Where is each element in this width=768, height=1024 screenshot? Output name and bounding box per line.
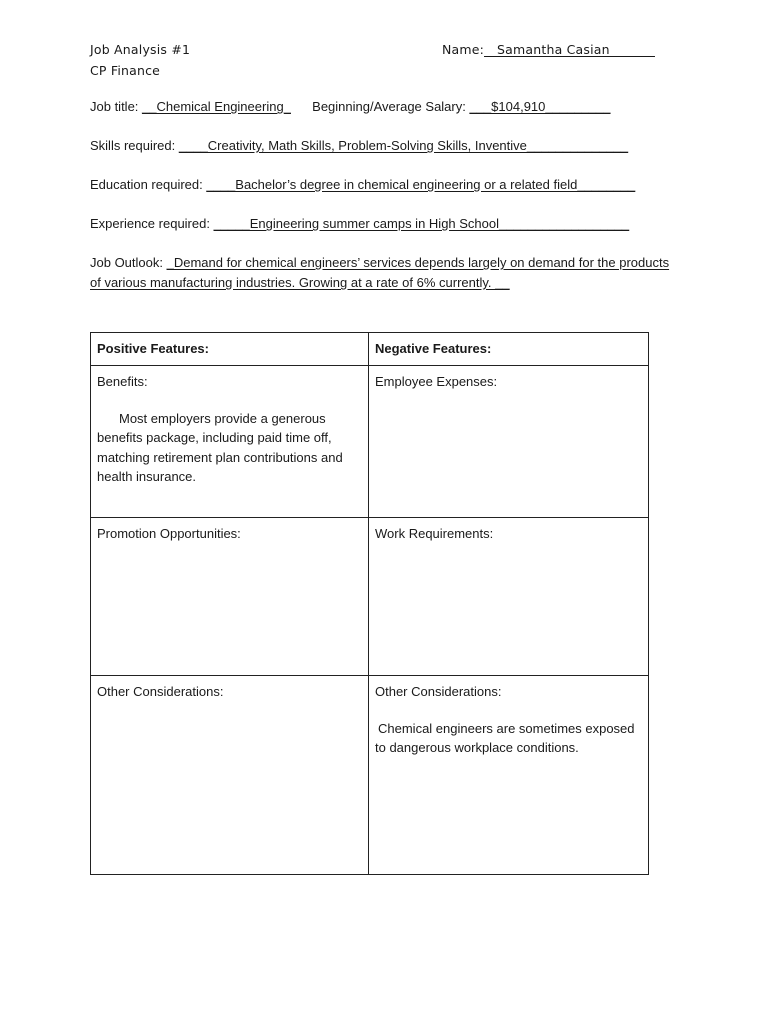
features-table bbox=[90, 332, 649, 875]
job-title-line bbox=[90, 98, 610, 116]
negative-other-considerations-title: Other Considerations: bbox=[375, 684, 502, 699]
education-label: Education required: bbox=[90, 177, 207, 192]
education-line bbox=[90, 176, 635, 194]
work-requirements-cell bbox=[369, 518, 649, 676]
outlook-label: Job Outlook: bbox=[90, 255, 167, 270]
skills-line bbox=[90, 137, 628, 155]
salary-label: Beginning/Average Salary: bbox=[312, 99, 470, 114]
name-value: __Samantha Casian_______ bbox=[484, 42, 655, 57]
experience-line bbox=[90, 215, 629, 233]
positive-features-header: Positive Features: bbox=[91, 333, 369, 366]
outlook-value: _Demand for chemical engineers’ services depends largely on demand for the products of various manufacturing industries. Growing at a rate of 6% currently. __ bbox=[90, 255, 670, 290]
skills-label: Skills required: bbox=[90, 138, 179, 153]
benefits-title: Benefits: bbox=[97, 374, 148, 389]
employee-expenses-cell bbox=[369, 366, 649, 518]
education-value: ____Bachelor’s degree in chemical engineering or a related field________ bbox=[206, 177, 636, 192]
document-header bbox=[90, 39, 190, 81]
job-outlook bbox=[90, 253, 670, 293]
negative-other-considerations-body: Chemical engineers are sometimes exposed to dangerous workplace conditions. bbox=[375, 720, 635, 755]
skills-value: ____Creativity, Math Skills, Problem-Solving Skills, Inventive______________ bbox=[178, 138, 629, 153]
experience-label: Experience required: bbox=[90, 216, 214, 231]
job-title-label: Job title: bbox=[90, 99, 143, 114]
salary-value: ___$104,910_________ bbox=[469, 99, 611, 114]
negative-other-considerations-cell bbox=[369, 676, 649, 875]
table-row bbox=[91, 676, 649, 875]
document-title: Job Analysis #1 bbox=[90, 42, 191, 57]
course-name: CP Finance bbox=[90, 63, 161, 78]
benefits-cell bbox=[91, 366, 369, 518]
student-name-line bbox=[442, 39, 655, 60]
name-label: Name: bbox=[442, 42, 485, 57]
table-header-row bbox=[91, 333, 649, 366]
positive-other-considerations-cell bbox=[91, 676, 369, 875]
positive-other-considerations-title: Other Considerations: bbox=[97, 684, 224, 699]
employee-expenses-title: Employee Expenses: bbox=[375, 374, 498, 389]
negative-features-header: Negative Features: bbox=[369, 333, 649, 366]
promotion-opportunities-title: Promotion Opportunities: bbox=[97, 526, 241, 541]
job-title-value: __Chemical Engineering_ bbox=[142, 99, 291, 114]
benefits-body: Most employers provide a generous benefits package, including paid time off, matching retirement plan contributions and health insurance. bbox=[97, 410, 343, 484]
table-row bbox=[91, 366, 649, 518]
promotion-opportunities-cell bbox=[91, 518, 369, 676]
experience-value: _____Engineering summer camps in High School__________________ bbox=[213, 216, 630, 231]
table-row bbox=[91, 518, 649, 676]
work-requirements-title: Work Requirements: bbox=[375, 526, 494, 541]
